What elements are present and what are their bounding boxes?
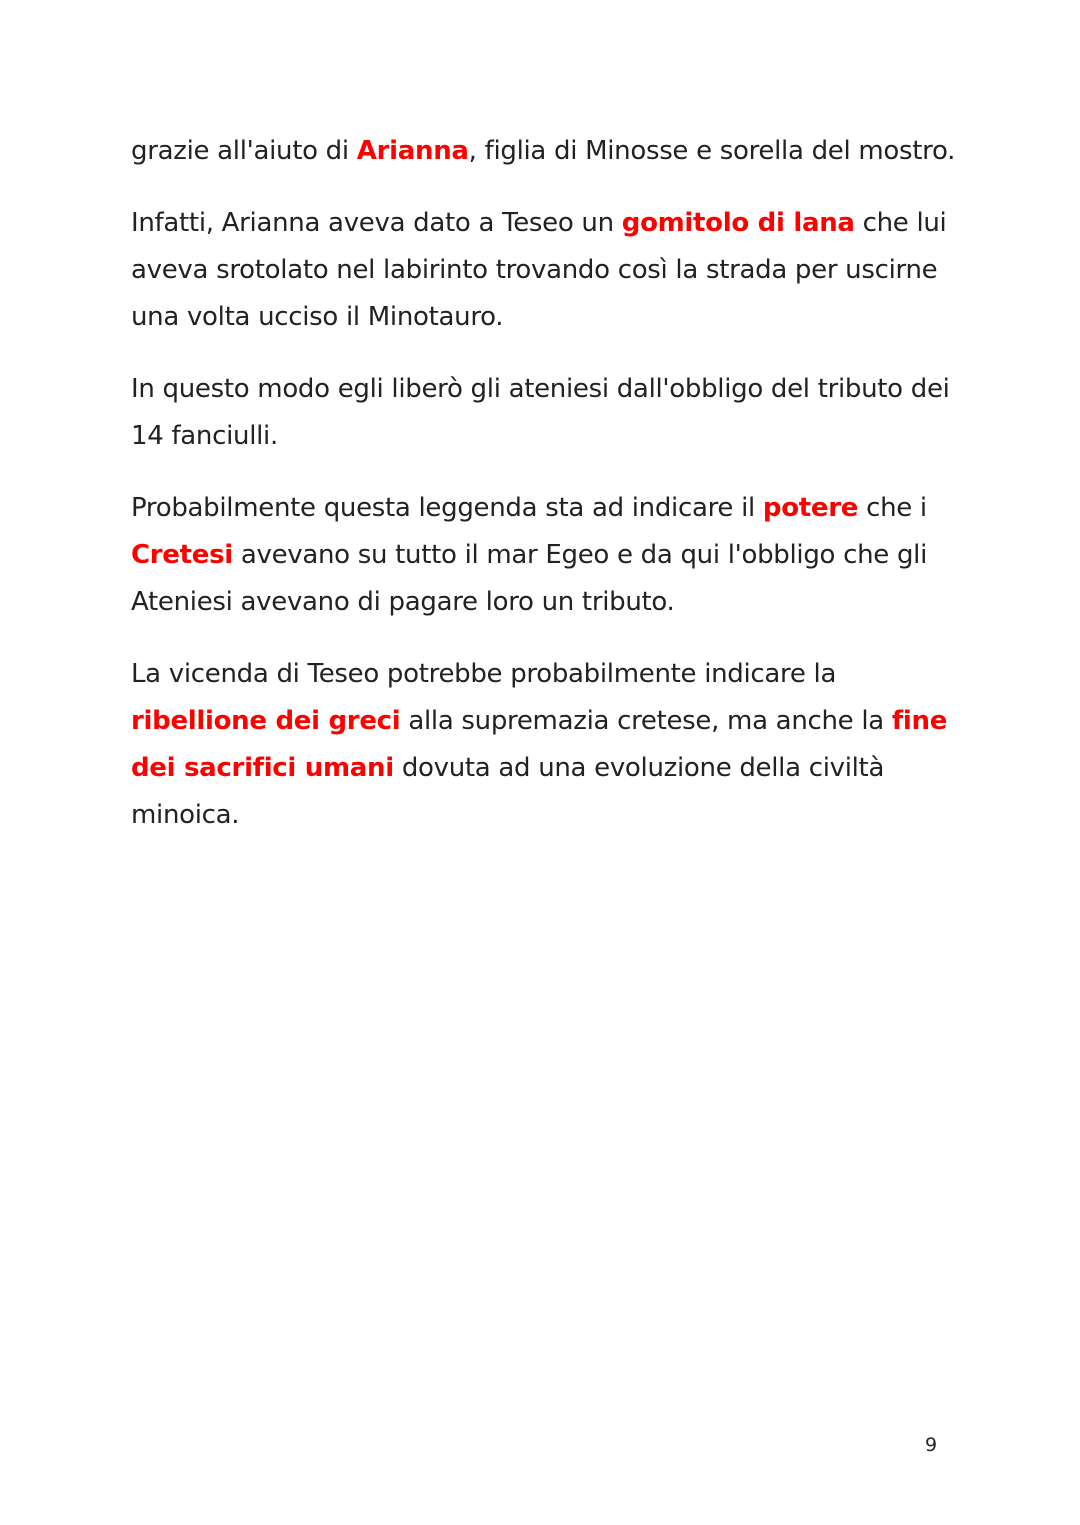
text-run: Probabilmente questa leggenda sta ad indicare il (131, 493, 763, 523)
paragraph-4 (131, 485, 961, 626)
text-run: La vicenda di Teseo potrebbe probabilmente indicare la (131, 659, 837, 689)
text-run: alla supremazia cretese, ma anche la (400, 706, 892, 736)
text-run: Infatti, Arianna aveva dato a Teseo un (131, 208, 622, 238)
text-run: grazie all'aiuto di (131, 136, 357, 166)
highlighted-term: gomitolo di lana (621, 208, 855, 238)
text-run: In questo modo egli liberò gli ateniesi dall'obbligo del tributo dei 14 fanciulli. (131, 374, 950, 451)
page-number: 9 (925, 1434, 938, 1456)
paragraph-3 (131, 366, 961, 460)
text-run: , figlia di Minosse e sorella del mostro. (468, 136, 956, 166)
text-run: che lui aveva srotolato nel labirinto trovando così la strada per uscirne una volta ucciso il Minotauro. (131, 208, 947, 332)
highlighted-term: potere (762, 493, 859, 523)
text-run: che i (858, 493, 927, 523)
body-text (131, 128, 961, 864)
highlighted-term: ribellione dei greci (131, 706, 401, 736)
paragraph-2 (131, 200, 961, 341)
text-run: avevano su tutto il mar Egeo e da qui l'obbligo che gli Ateniesi avevano di pagare loro un tributo. (131, 540, 928, 617)
highlighted-term: fine dei sacrifici umani (131, 706, 948, 783)
paragraph-1 (131, 128, 961, 175)
paragraph-5 (131, 651, 961, 839)
highlighted-term: Cretesi (131, 540, 233, 570)
text-run: dovuta ad una evoluzione della civiltà minoica. (131, 753, 885, 830)
highlighted-term: Arianna (356, 136, 469, 166)
